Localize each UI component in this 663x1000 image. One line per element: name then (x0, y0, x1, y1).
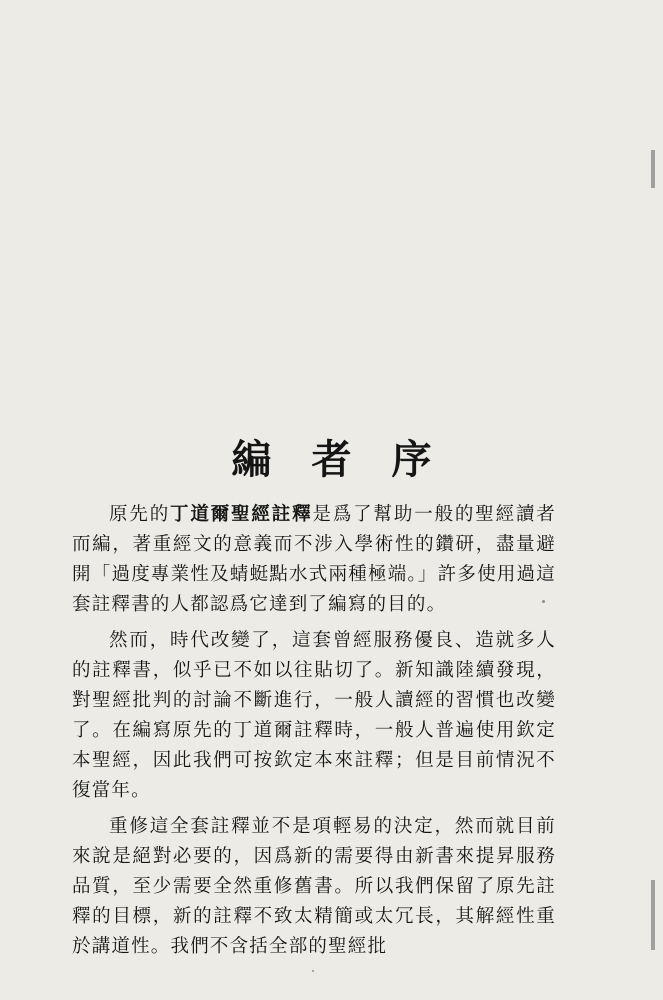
page-heading: 編者序 (231, 436, 472, 483)
book-series-title: 丁道爾聖經註釋 (170, 504, 313, 525)
paragraph (72, 500, 556, 620)
scan-edge-mark (651, 150, 655, 188)
scan-edge-mark (651, 880, 655, 950)
text: 是爲了幫助一般的聖經讀者而編，著重經文的意義而不涉入學術性的鑽研，盡量避開「過度專業性及蜻蜓點水式兩種極端。」許多使用過這套註釋書的人都認爲它達到了編寫的目的。 (72, 504, 556, 615)
preface-body (72, 500, 556, 968)
text: 原先的 (109, 504, 171, 525)
paragraph: 然而，時代改變了，這套曾經服務優良、造就多人的註釋書，似乎已不如以往貼切了。新知識陸續發現，對聖經批判的討論不斷進行，一般人讀經的習慣也改變了。在編寫原先的丁道爾註釋時，一般人普遍使用欽定本聖經，因此我們可按欽定本來註釋；但是目前情況不復當年。 (72, 630, 556, 801)
scan-speck (312, 970, 314, 972)
paragraph: 重修這全套註釋並不是項輕易的決定，然而就目前來說是絕對必要的，因爲新的需要得由新書來提昇服務品質，至少需要全然重修舊書。所以我們保留了原先註釋的目標，新的註釋不致太精簡或太冗長，其解經性重於講道性。我們不含括全部的聖經批 (72, 816, 556, 957)
